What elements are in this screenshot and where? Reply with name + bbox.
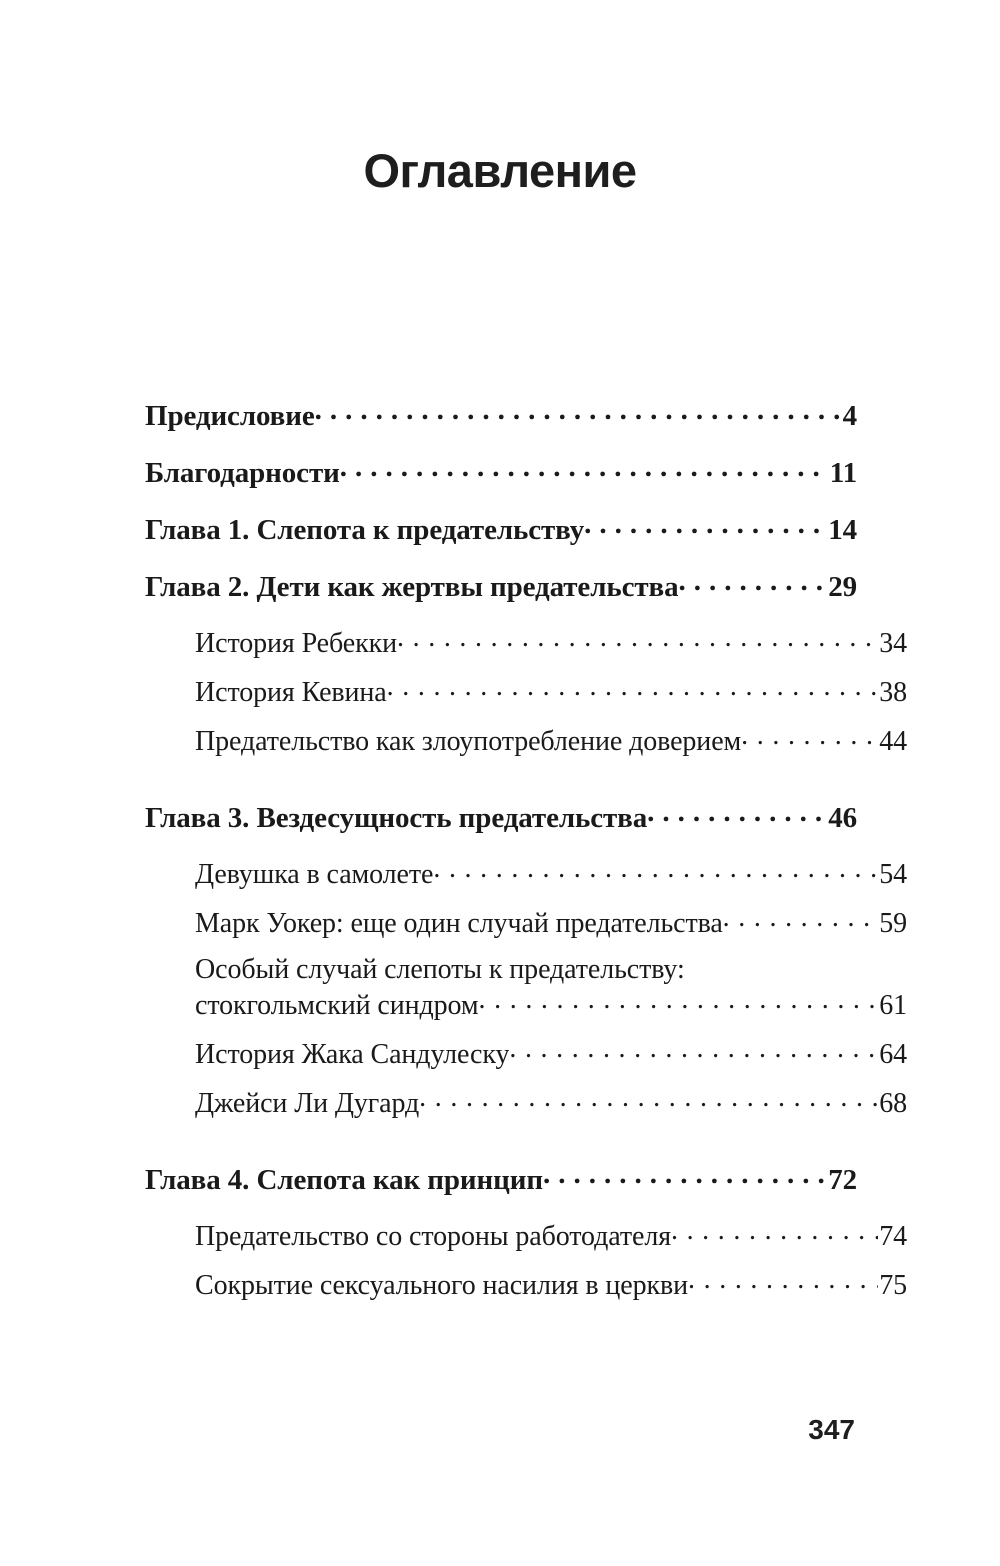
- toc-entry-row: [195, 904, 907, 940]
- toc-entry-page-number: 14: [828, 514, 857, 546]
- toc-entry-label: Глава 4. Слепота как принцип: [145, 1164, 543, 1196]
- toc-entry-label-line1: Особый случай слепоты к предательству:: [195, 954, 685, 985]
- toc-dot-leader: [419, 1084, 878, 1112]
- toc-entry-row: [145, 567, 857, 604]
- toc-entry-row: [145, 1160, 857, 1197]
- toc-section-entry[interactable]: [195, 904, 907, 940]
- toc-section-entry[interactable]: [195, 722, 907, 758]
- toc-section-entry[interactable]: [195, 855, 907, 891]
- toc-dot-leader: [678, 567, 827, 596]
- toc-dot-leader: [340, 453, 829, 482]
- toc-entry-label: Предисловие: [145, 400, 315, 432]
- toc-entry-label: Глава 2. Дети как жертвы предательства: [145, 571, 679, 603]
- toc-section-entry[interactable]: [195, 953, 907, 1022]
- toc-entry-page-number: 29: [828, 571, 857, 603]
- toc-entry-label: Девушка в самолете: [195, 859, 434, 890]
- toc-section-entry[interactable]: [195, 1084, 907, 1120]
- toc-entry-page-number: 75: [879, 1270, 907, 1301]
- toc-entry-page-number: 46: [828, 802, 857, 834]
- toc-entry-row: [195, 986, 907, 1022]
- toc-section-entry[interactable]: [195, 1266, 907, 1302]
- toc-entry-label: История Ребекки: [195, 628, 398, 659]
- toc-entry-page-number: 11: [829, 457, 857, 489]
- toc-dot-leader: [543, 1160, 827, 1189]
- toc-chapter-entry[interactable]: [145, 798, 857, 835]
- toc-dot-leader: [387, 673, 879, 701]
- toc-dot-leader: [315, 396, 842, 425]
- toc-entry-row: [195, 1084, 907, 1120]
- toc-entry-row: [145, 453, 857, 490]
- toc-entry-row: [195, 624, 907, 660]
- toc-entry-label: История Жака Сандулеску: [195, 1039, 510, 1070]
- toc-entry-label: Сокрытие сексуального насилия в церкви: [195, 1270, 689, 1301]
- toc-entry-page-number: 54: [879, 859, 907, 890]
- toc-dot-leader: [671, 1217, 878, 1245]
- toc-dot-leader: [647, 798, 827, 827]
- toc-dot-leader: [584, 510, 827, 539]
- toc-entry-label: Предательство со стороны работодателя: [195, 1221, 671, 1252]
- toc-entry-label: История Кевина: [195, 677, 387, 708]
- toc-section-entry[interactable]: [195, 673, 907, 709]
- toc-entry-page-number: 59: [879, 908, 907, 939]
- toc-chapter-entry[interactable]: [145, 567, 857, 604]
- toc-entry-label: Предательство как злоупотребление доверием: [195, 726, 742, 757]
- toc-dot-leader: [688, 1266, 878, 1294]
- toc-entry-row: [145, 798, 857, 835]
- toc-chapter-entry[interactable]: [145, 510, 857, 547]
- toc-entry-page-number: 68: [879, 1088, 907, 1119]
- toc-dot-leader: [723, 904, 879, 932]
- toc-entry-page-number: 64: [879, 1039, 907, 1070]
- toc-entry-row: [195, 1035, 907, 1071]
- toc-chapter-entry[interactable]: [145, 1160, 857, 1197]
- toc-entry-page-number: 34: [879, 628, 907, 659]
- toc-section-entry[interactable]: [195, 1217, 907, 1253]
- toc-chapter-entry[interactable]: [145, 396, 857, 433]
- toc-entry-label: Марк Уокер: еще один случай предательства: [195, 908, 723, 939]
- toc-entry-label: Глава 3. Вездесущность предательства: [145, 802, 648, 834]
- toc-chapter-entry[interactable]: [145, 453, 857, 490]
- page-title: Оглавление: [363, 144, 637, 197]
- toc-dot-leader: [397, 624, 878, 652]
- toc-entry-label: Глава 1. Слепота к предательству: [145, 514, 585, 546]
- toc-entry-row: [195, 1217, 907, 1253]
- toc-entry-page-number: 74: [879, 1221, 907, 1252]
- toc-entry-label: Благодарности: [145, 457, 340, 489]
- toc-entry-page-number: 4: [842, 400, 857, 432]
- toc-entry-page-number: 72: [828, 1164, 857, 1196]
- toc-entry-row: [145, 510, 857, 547]
- toc-dot-leader: [741, 722, 878, 750]
- toc-section-entry[interactable]: [195, 624, 907, 660]
- toc-entry-page-number: 44: [879, 726, 907, 757]
- toc-section-entry[interactable]: [195, 1035, 907, 1071]
- table-of-contents-list: [145, 396, 907, 1302]
- toc-entry-label: Джейси Ли Дугард: [195, 1088, 420, 1119]
- toc-entry-row: [195, 1266, 907, 1302]
- toc-dot-leader: [479, 986, 879, 1014]
- toc-entry-row: [195, 722, 907, 758]
- toc-entry-page-number: 38: [879, 677, 907, 708]
- toc-entry-row: [195, 855, 907, 891]
- toc-dot-leader: [509, 1035, 878, 1063]
- toc-dot-leader: [433, 855, 878, 883]
- toc-entry-label: стокгольмский синдром: [195, 990, 479, 1021]
- toc-entry-row: [145, 396, 857, 433]
- page-folio-number: 347: [808, 1414, 855, 1445]
- toc-entry-row: [195, 673, 907, 709]
- toc-entry-page-number: 61: [879, 990, 907, 1021]
